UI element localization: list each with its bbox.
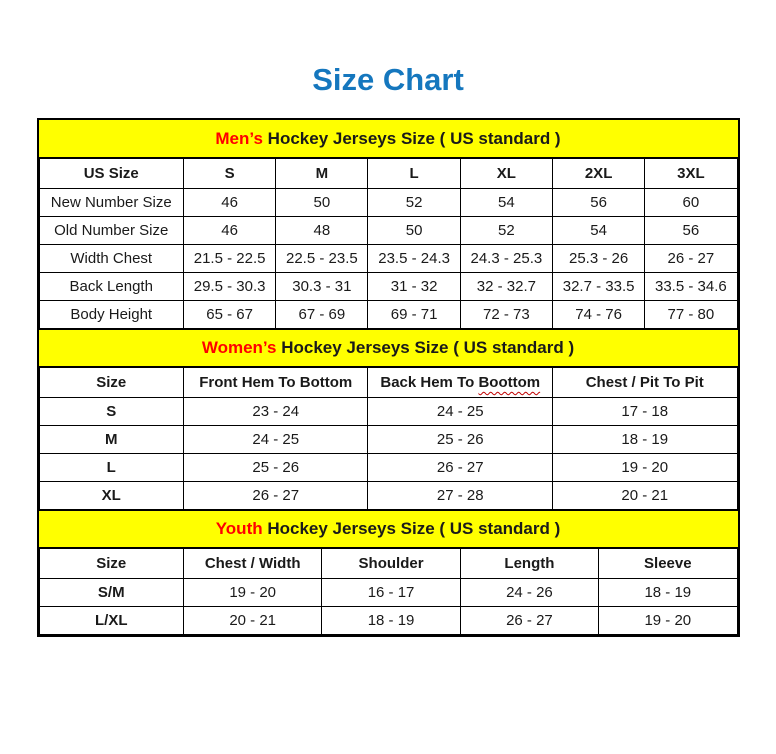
row-header: Back Length: [39, 273, 183, 301]
table-cell: 20 - 21: [552, 482, 737, 510]
table-cell: 18 - 19: [322, 607, 460, 635]
table-row: [39, 301, 737, 329]
size-chart-tables: [37, 118, 740, 637]
table-cell: 18 - 19: [599, 579, 737, 607]
table-cell: 69 - 71: [368, 301, 460, 329]
row-header: L: [39, 454, 183, 482]
mens-accent-word: Men’s: [215, 128, 263, 148]
table-cell: 52: [368, 189, 460, 217]
table-cell: 65 - 67: [183, 301, 275, 329]
table-cell: 48: [276, 217, 368, 245]
table-cell: 31 - 32: [368, 273, 460, 301]
table-cell: 67 - 69: [276, 301, 368, 329]
table-cell: 56: [645, 217, 737, 245]
column-header: L: [368, 159, 460, 189]
table-cell: 54: [552, 217, 644, 245]
row-header: L/XL: [39, 607, 183, 635]
table-cell: 24 - 25: [368, 398, 553, 426]
womens-size-table: [39, 367, 738, 510]
table-cell: 18 - 19: [552, 426, 737, 454]
table-cell: 30.3 - 31: [276, 273, 368, 301]
column-header: Chest / Width: [183, 549, 321, 579]
youth-header-text: Hockey Jerseys Size ( US standard ): [262, 519, 561, 538]
table-row: [39, 482, 737, 510]
table-row: [39, 245, 737, 273]
table-cell: 23.5 - 24.3: [368, 245, 460, 273]
youth-section: [39, 510, 738, 635]
column-header: Shoulder: [322, 549, 460, 579]
table-cell: 52: [460, 217, 552, 245]
table-cell: 46: [183, 189, 275, 217]
womens-accent-word: Women’s: [201, 338, 277, 357]
mens-section: [39, 120, 738, 329]
table-cell: 25 - 26: [368, 426, 553, 454]
table-row: [39, 579, 737, 607]
table-cell: 74 - 76: [552, 301, 644, 329]
womens-section-header: [39, 329, 738, 367]
table-cell: 77 - 80: [645, 301, 737, 329]
youth-section-header: [39, 510, 738, 548]
column-header: Back Hem To Boottom: [368, 368, 553, 398]
column-header: M: [276, 159, 368, 189]
table-cell: 72 - 73: [460, 301, 552, 329]
row-header: S/M: [39, 579, 183, 607]
table-cell: 24 - 25: [183, 426, 368, 454]
table-cell: 60: [645, 189, 737, 217]
table-row: [39, 217, 737, 245]
size-chart-page: [0, 62, 776, 637]
table-cell: 21.5 - 22.5: [183, 245, 275, 273]
table-cell: 27 - 28: [368, 482, 553, 510]
column-header: S: [183, 159, 275, 189]
womens-header-text: Hockey Jerseys Size ( US standard ): [276, 338, 575, 357]
column-header: 2XL: [552, 159, 644, 189]
table-cell: 29.5 - 30.3: [183, 273, 275, 301]
table-cell: 56: [552, 189, 644, 217]
column-header: XL: [460, 159, 552, 189]
misspelled-word: Boottom: [478, 374, 541, 391]
table-cell: 50: [368, 217, 460, 245]
youth-accent-word: Youth: [215, 519, 263, 538]
column-header: Front Hem To Bottom: [183, 368, 368, 398]
column-header: Chest / Pit To Pit: [552, 368, 737, 398]
table-cell: 19 - 20: [552, 454, 737, 482]
table-cell: 17 - 18: [552, 398, 737, 426]
table-cell: 54: [460, 189, 552, 217]
table-row: [39, 189, 737, 217]
table-cell: 22.5 - 23.5: [276, 245, 368, 273]
table-cell: 26 - 27: [460, 607, 598, 635]
table-row: [39, 426, 737, 454]
table-cell: 19 - 20: [599, 607, 737, 635]
table-cell: 26 - 27: [645, 245, 737, 273]
table-cell: 50: [276, 189, 368, 217]
row-header: XL: [39, 482, 183, 510]
column-header: 3XL: [645, 159, 737, 189]
mens-section-header: [39, 120, 738, 158]
table-cell: 16 - 17: [322, 579, 460, 607]
mens-header-text: Hockey Jerseys Size ( US standard ): [262, 128, 561, 148]
table-cell: 19 - 20: [183, 579, 321, 607]
table-cell: 33.5 - 34.6: [645, 273, 737, 301]
row-header: Width Chest: [39, 245, 183, 273]
header-row: [39, 368, 737, 398]
table-row: [39, 273, 737, 301]
womens-section: [39, 329, 738, 510]
row-header: M: [39, 426, 183, 454]
column-header: Size: [39, 368, 183, 398]
row-header: New Number Size: [39, 189, 183, 217]
mens-size-table: [39, 158, 738, 329]
column-header: US Size: [39, 159, 183, 189]
table-cell: 25 - 26: [183, 454, 368, 482]
table-cell: 32 - 32.7: [460, 273, 552, 301]
column-header: Sleeve: [599, 549, 737, 579]
table-row: [39, 607, 737, 635]
table-cell: 24 - 26: [460, 579, 598, 607]
table-cell: 25.3 - 26: [552, 245, 644, 273]
table-cell: 26 - 27: [183, 482, 368, 510]
table-cell: 24.3 - 25.3: [460, 245, 552, 273]
row-header: Body Height: [39, 301, 183, 329]
table-row: [39, 454, 737, 482]
table-cell: 32.7 - 33.5: [552, 273, 644, 301]
row-header: Old Number Size: [39, 217, 183, 245]
row-header: S: [39, 398, 183, 426]
header-row: [39, 159, 737, 189]
column-header: Size: [39, 549, 183, 579]
column-header: Length: [460, 549, 598, 579]
page-title: Size Chart: [312, 62, 464, 97]
table-row: [39, 398, 737, 426]
table-cell: 23 - 24: [183, 398, 368, 426]
table-cell: 26 - 27: [368, 454, 553, 482]
table-cell: 20 - 21: [183, 607, 321, 635]
header-row: [39, 549, 737, 579]
table-cell: 46: [183, 217, 275, 245]
youth-size-table: [39, 548, 738, 635]
